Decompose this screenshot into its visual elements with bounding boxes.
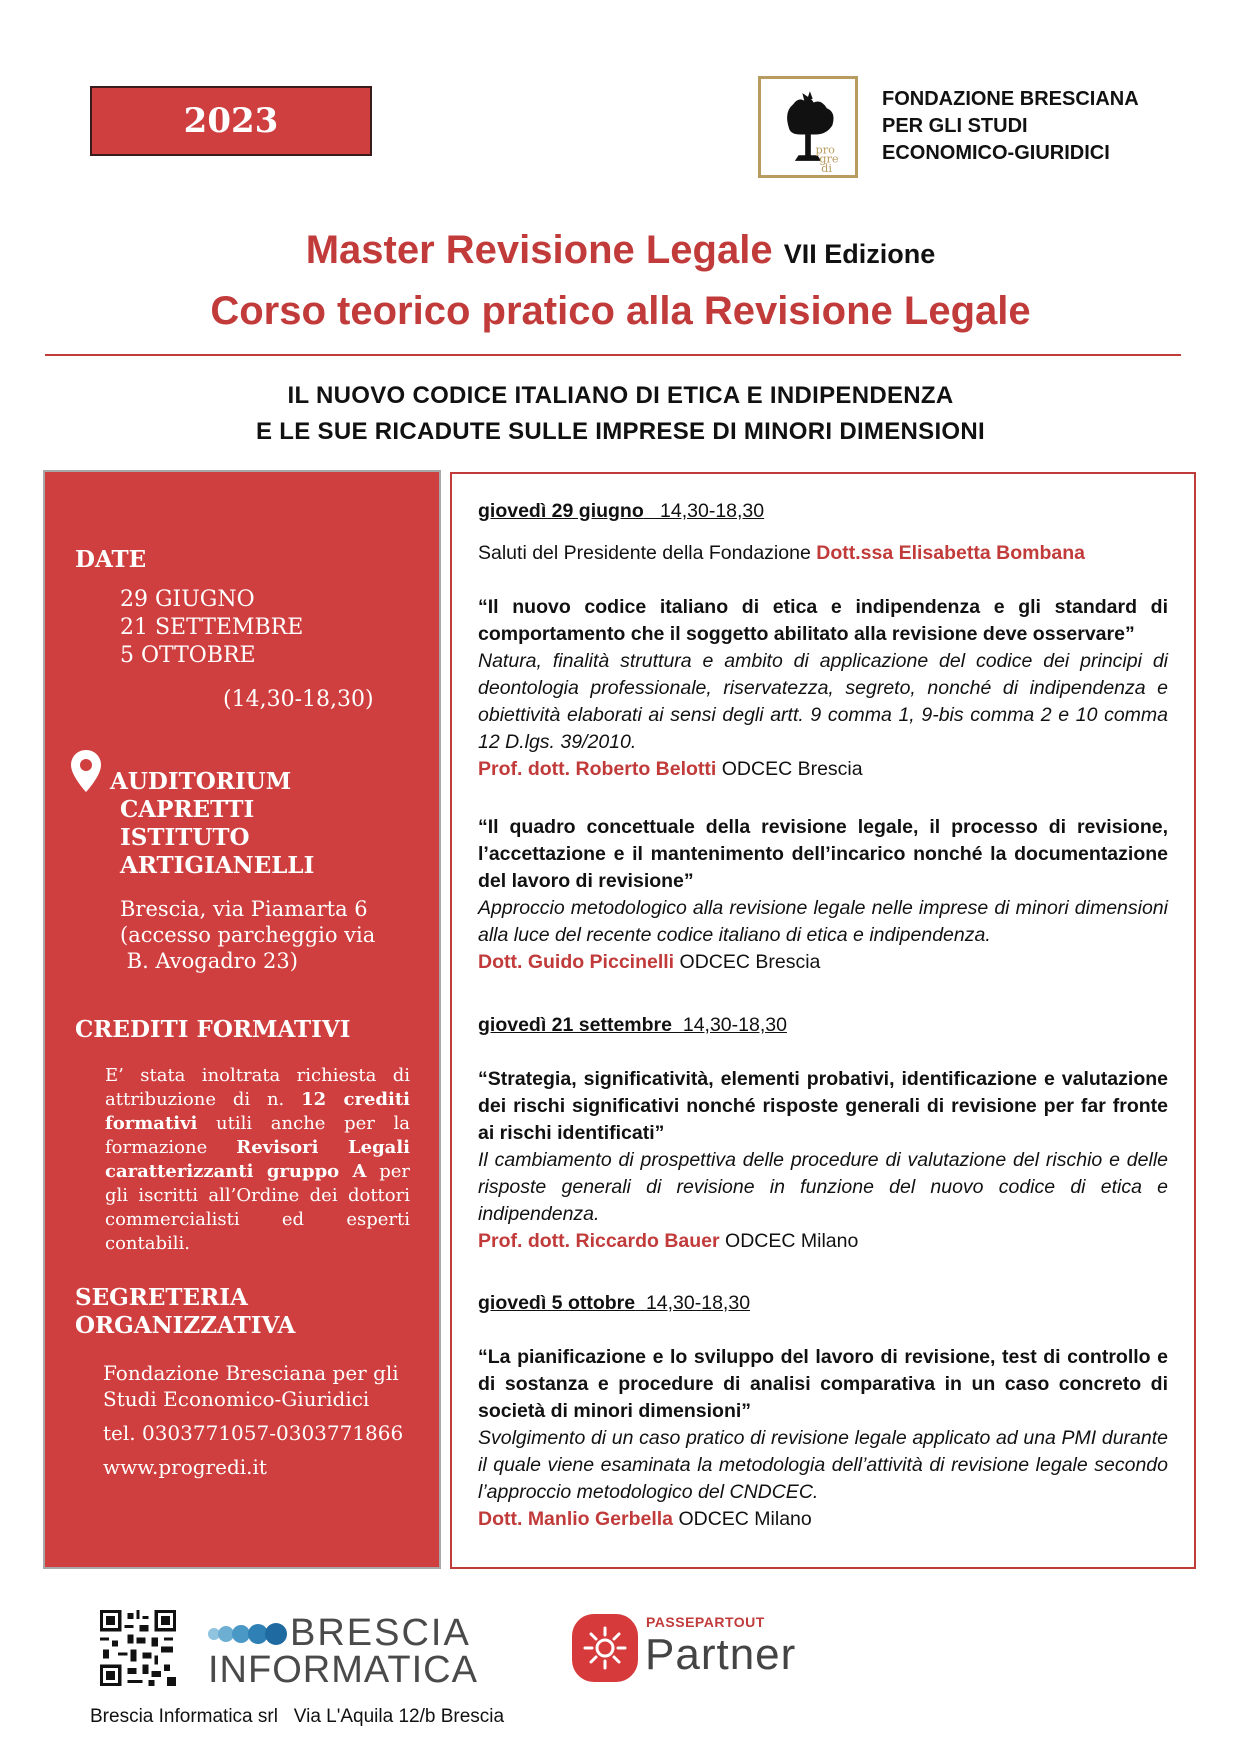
day-2-time: 14,30-18,30 (682, 1014, 787, 1036)
talk-3-speaker-name: Prof. dott. Riccardo Bauer (478, 1230, 720, 1252)
address-line-3: B. Avogadro 23) (120, 949, 298, 973)
greeting-name: Dott.ssa Elisabetta Bombana (816, 542, 1085, 564)
dots-icon (208, 1622, 288, 1646)
talk-4-description: Svolgimento di un caso pratico di revisione legale applicato ad una PMI durante il quale viene esaminata la metodologia dell’attività di revisione legale secondo l’approccio metodologico del CNDCEC. (478, 1427, 1168, 1503)
title-divider (45, 354, 1181, 356)
brescia-informatica-line-2: INFORMATICA (208, 1649, 478, 1691)
passepartout-sun-icon (572, 1614, 638, 1682)
date-3: 5 OTTOBRE (120, 643, 256, 668)
talk-3-speaker (478, 1228, 1168, 1255)
venue-line-2: CAPRETTI (120, 796, 255, 823)
title-block (0, 222, 1241, 340)
day-1-time: 14,30-18,30 (660, 500, 765, 522)
secretariat-line-2: Studi Economico-Giuridici (103, 1387, 370, 1411)
logo-text-gre: gre (819, 152, 839, 166)
date-1: 29 GIUGNO (120, 587, 255, 612)
year-text: 2023 (183, 101, 279, 141)
talk-2-description: Approccio metodologico alla revisione legale nelle imprese di minori dimensioni alla luce del recente codice italiano di etica e indipendenza. (478, 897, 1168, 946)
talk-3 (478, 1066, 1168, 1255)
day-2-heading (478, 1012, 1168, 1039)
talk-1-title: “Il nuovo codice italiano di etica e indipendenza e gli standard di comportamento che il soggetto abilitato alla revisione deve osservare” (478, 596, 1168, 645)
qr-code-icon[interactable] (100, 1610, 176, 1686)
venue-line-1: AUDITORIUM (110, 768, 292, 795)
main-title (0, 222, 1241, 282)
brescia-informatica-logo (208, 1612, 478, 1691)
talk-2-speaker-name: Dott. Guido Piccinelli (478, 951, 675, 973)
logo-text-pro: pro (815, 143, 835, 157)
talk-4-affiliation: ODCEC Milano (673, 1508, 812, 1530)
credits-part-a: E’ stata inoltrata richiesta di attribuzione di n. (105, 1065, 410, 1110)
website-link[interactable]: www.progredi.it (103, 1455, 267, 1479)
talk-3-description: Il cambiamento di prospettiva delle procedure di valutazione del rischio e delle risposte generali di revisione in funzione del nuovo codice di etica e indipendenza. (478, 1149, 1168, 1225)
secretariat-line-1: Fondazione Bresciana per gli (103, 1361, 399, 1385)
greeting-text: Saluti del Presidente della Fondazione (478, 542, 817, 564)
footer-address: Brescia Informatica srl Via L'Aquila 12/b Brescia (90, 1706, 505, 1727)
talk-2-speaker (478, 949, 1168, 976)
day-1-heading (478, 498, 1168, 525)
subtitle-line-2: E LE SUE RICADUTE SULLE IMPRESE DI MINORI DIMENSIONI (256, 418, 985, 445)
main-title-text: Master Revisione Legale (305, 228, 773, 272)
day-3-label: giovedì 5 ottobre (478, 1292, 636, 1314)
address-line-1: Brescia, via Piamarta 6 (120, 897, 368, 921)
dates-heading: DATE (75, 546, 147, 573)
venue-line-3: ISTITUTO (120, 824, 250, 851)
day-2-label: giovedì 21 settembre (478, 1014, 672, 1036)
partner-label: Partner (645, 1630, 797, 1679)
secretariat-heading-2: ORGANIZZATIVA (75, 1312, 296, 1339)
subtitle (0, 378, 1241, 450)
program-panel (450, 472, 1196, 1569)
talk-4-speaker-name: Dott. Manlio Gerbella (478, 1508, 674, 1530)
talk-3-title: “Strategia, significatività, elementi probativi, identificazione e valutazione dei rischi significativi nonché risposte generali di revisione per far fronte ai rischi identificati” (478, 1068, 1168, 1144)
time-range: (14,30-18,30) (223, 687, 374, 712)
year-badge (90, 86, 372, 156)
org-line-2: PER GLI STUDI (882, 115, 1028, 137)
talk-4-title: “La pianificazione e lo sviluppo del lavoro di revisione, test di controllo e di sostanza e procedure di analisi comparativa in un caso concreto di società di minori dimensioni” (478, 1346, 1168, 1422)
credits-part-c: utili anche per la formazione (105, 1113, 410, 1158)
talk-4-speaker (478, 1506, 1168, 1533)
org-line-3: ECONOMICO-GIURIDICI (882, 142, 1110, 164)
credits-part-b: 12 crediti formativi (105, 1089, 410, 1134)
organization-name (882, 86, 1139, 167)
talk-2 (478, 814, 1168, 976)
talk-4 (478, 1344, 1168, 1533)
day-3-heading (478, 1290, 1168, 1317)
day-1-label: giovedì 29 giugno (478, 500, 644, 522)
rooster-logo-icon (758, 76, 858, 178)
location-pin-icon (69, 748, 103, 794)
secretariat-heading-1: SEGRETERIA (75, 1284, 248, 1311)
day-3-time: 14,30-18,30 (645, 1292, 751, 1314)
talk-1-speaker-name: Prof. dott. Roberto Belotti (478, 758, 717, 780)
talk-1-speaker (478, 756, 1168, 783)
credits-part-d: Revisori Legali caratterizzanti gruppo A (105, 1137, 411, 1182)
brescia-informatica-line-1: BRESCIA (290, 1612, 471, 1654)
venue-line-4: ARTIGIANELLI (120, 852, 315, 879)
passepartout-label: PASSEPARTOUT (646, 1614, 765, 1630)
subtitle-line-1: IL NUOVO CODICE ITALIANO DI ETICA E INDIPENDENZA (287, 382, 954, 409)
credits-heading: CREDITI FORMATIVI (75, 1016, 351, 1043)
date-2: 21 SETTEMBRE (120, 615, 304, 640)
talk-1-description: Natura, finalità struttura e ambito di applicazione del codice dei principi di deontologia professionale, riservatezza, segreto, nonché di indipendenza e obiettività elaborati ai sensi degli artt. 9 comma 1, 9-bis comma 2 e 10 comma 12 D.lgs. 39/2010. (478, 650, 1168, 753)
talk-3-affiliation: ODCEC Milano (719, 1230, 859, 1252)
edition-label: VII Edizione (783, 239, 936, 269)
phone-number: tel. 0303771057-0303771866 (103, 1421, 404, 1445)
credits-part-e: per gli iscritti all’Ordine dei dottori commercialisti ed esperti contabili. (105, 1161, 410, 1254)
greeting (478, 540, 1168, 567)
talk-2-title: “Il quadro concettuale della revisione legale, il processo di revisione, l’accettazione e il mantenimento dell’incarico nonché la documentazione del lavoro di revisione” (478, 816, 1168, 892)
credits-text (105, 1064, 410, 1256)
address-line-2: (accesso parcheggio via (120, 923, 376, 947)
talk-1-affiliation: ODCEC Brescia (716, 758, 863, 780)
secondary-title: Corso teorico pratico alla Revisione Legale (210, 289, 1031, 333)
logo-text-di: di (821, 162, 832, 175)
talk-1 (478, 594, 1168, 783)
org-line-1: FONDAZIONE BRESCIANA (882, 88, 1139, 110)
info-sidebar (43, 470, 441, 1569)
talk-2-affiliation: ODCEC Brescia (674, 951, 821, 973)
